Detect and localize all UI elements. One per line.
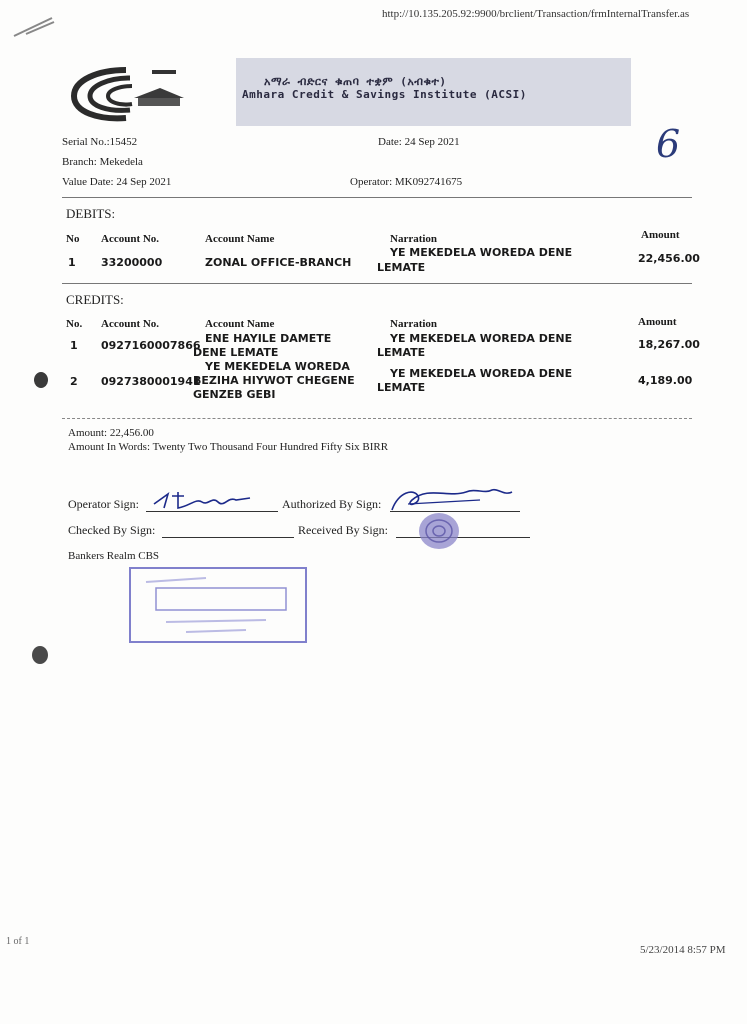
debits-header-no: No — [66, 233, 80, 245]
institution-amharic: አማራ ብድርና ቁጠባ ተቋም (አብቁተ) — [264, 75, 447, 88]
debits-header-account-name: Account Name — [205, 233, 275, 245]
credit-row-2-narration-2: LEMATE — [377, 381, 426, 394]
debit-row-account-name: ZONAL OFFICE-BRANCH — [205, 256, 352, 269]
debit-row-narration-1: YE MEKEDELA WOREDA DENE — [390, 246, 573, 259]
operator-sign-label: Operator Sign: — [68, 497, 139, 511]
credit-row-2-no: 2 — [70, 375, 78, 388]
amount-in-words: Amount In Words: Twenty Two Thousand Four Hundred Fifty Six BIRR — [68, 441, 389, 453]
credit-row-2-amount: 4,189.00 — [638, 374, 693, 387]
received-sign-label: Received By Sign: — [298, 523, 388, 537]
debits-title: DEBITS: — [66, 206, 116, 221]
page-indicator: 1 of 1 — [6, 936, 30, 947]
total-amount: Amount: 22,456.00 — [68, 427, 154, 439]
credit-row-2-account-name-1: YE MEKEDELA WOREDA — [205, 360, 350, 373]
checked-sign-line — [162, 537, 294, 538]
punch-hole-bottom — [32, 646, 48, 664]
debits-header-account-no: Account No. — [101, 233, 160, 245]
credits-header-no: No. — [66, 318, 83, 330]
credit-row-2-account-name-3: GENZEB GEBI — [193, 388, 276, 401]
serial-number: Serial No.:15452 — [62, 136, 138, 148]
fingerprint-stamp — [414, 508, 464, 554]
operator: Operator: MK092741675 — [350, 176, 463, 188]
print-timestamp: 5/23/2014 8:57 PM — [640, 944, 726, 956]
credit-row-2-account-no: 0927380001941 — [101, 375, 201, 388]
credit-row-1-no: 1 — [70, 339, 78, 352]
value-date: Value Date: 24 Sep 2021 — [62, 176, 172, 188]
authorized-sign-label: Authorized By Sign: — [282, 497, 382, 511]
credit-row-1-account-no: 0927160007866 — [101, 339, 201, 352]
browser-url: http://10.135.205.92:9900/brclient/Transaction/frmInternalTransfer.as — [382, 8, 690, 20]
debits-header-amount: Amount — [641, 229, 680, 241]
credits-title: CREDITS: — [66, 292, 124, 307]
debits-header-narration: Narration — [390, 233, 438, 245]
debit-row-amount: 22,456.00 — [638, 252, 700, 265]
credits-header-amount: Amount — [638, 316, 677, 328]
credit-row-1-narration-2: LEMATE — [377, 346, 426, 359]
system-name: Bankers Realm CBS — [68, 550, 160, 562]
credits-header-account-name: Account Name — [205, 318, 275, 330]
credit-row-2-narration-1: YE MEKEDELA WOREDA DENE — [390, 367, 573, 380]
divider-top — [62, 197, 692, 198]
institution-english: Amhara Credit & Savings Institute (ACSI) — [242, 88, 527, 101]
acsi-logo — [68, 64, 188, 122]
credits-header-account-no: Account No. — [101, 318, 160, 330]
transaction-date: Date: 24 Sep 2021 — [378, 136, 460, 148]
punch-hole-top — [34, 372, 48, 388]
divider-credits — [62, 418, 692, 419]
handwritten-page-number: 6 — [656, 122, 681, 166]
credits-header-narration: Narration — [390, 318, 438, 330]
branch: Branch: Mekedela — [62, 156, 143, 168]
credit-row-2-account-name-2: BEZIHA HIYWOT CHEGENE — [193, 374, 355, 387]
debit-row-no: 1 — [68, 256, 76, 269]
credit-row-1-account-name-1: ENE HAYILE DAMETE — [205, 332, 332, 345]
credit-row-1-amount: 18,267.00 — [638, 338, 700, 351]
debit-row-account-no: 33200000 — [101, 256, 163, 269]
divider-debits — [62, 283, 692, 284]
bank-stamp — [126, 562, 312, 646]
checked-sign-label: Checked By Sign: — [68, 523, 156, 537]
operator-signature — [150, 488, 260, 512]
credit-row-1-narration-1: YE MEKEDELA WOREDA DENE — [390, 332, 573, 345]
debit-row-narration-2: LEMATE — [377, 261, 426, 274]
credit-row-1-account-name-2: DENE LEMATE — [193, 346, 279, 359]
corner-scratch — [10, 10, 60, 40]
